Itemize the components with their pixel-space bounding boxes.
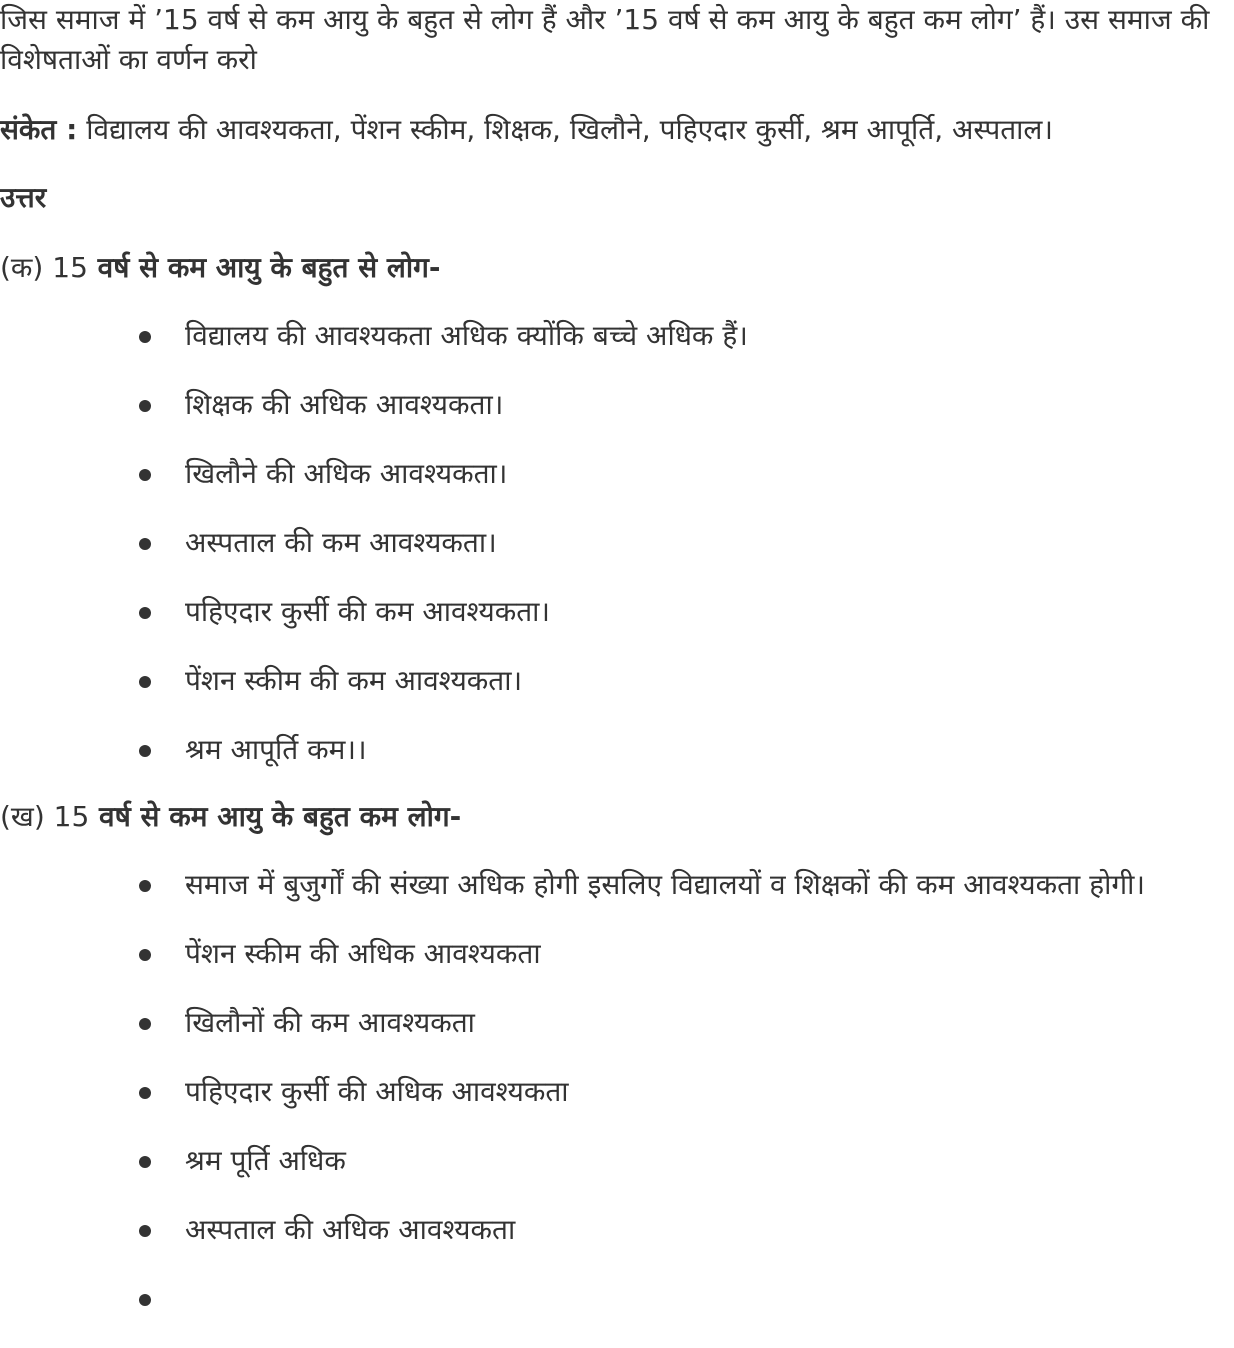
- hint-text: विद्यालय की आवश्यकता, पेंशन स्कीम, शिक्षक, खिलौने, पहिएदार कुर्सी, श्रम आपूर्ति, अस्पताल।: [77, 113, 1054, 146]
- list-item-text: खिलौनों की कम आवश्यकता: [185, 1006, 475, 1039]
- bullet-icon: [139, 745, 151, 757]
- list-item: [0, 1003, 1234, 1043]
- bullet-icon: [139, 949, 151, 961]
- bullet-icon: [139, 1087, 151, 1099]
- list-item-text: अस्पताल की कम आवश्यकता।: [185, 526, 497, 559]
- list-item-text: पहिएदार कुर्सी की अधिक आवश्यकता: [185, 1075, 569, 1108]
- list-item-text: अस्पताल की अधिक आवश्यकता: [185, 1213, 516, 1246]
- section-a-prefix: (क) 15: [0, 251, 88, 284]
- hint-label: संकेत :: [0, 113, 78, 146]
- list-item-text: पेंशन स्कीम की कम आवश्यकता।: [185, 664, 523, 697]
- bullet-icon: [139, 400, 151, 412]
- list-item: [0, 454, 1234, 494]
- list-item: [0, 730, 1234, 770]
- section-b-heading: [0, 797, 461, 837]
- section-b-title: वर्ष से कम आयु के बहुत कम लोग-: [89, 800, 462, 833]
- section-a-title: वर्ष से कम आयु के बहुत से लोग-: [87, 251, 441, 284]
- list-item: [0, 1072, 1234, 1112]
- bullet-icon: [139, 1018, 151, 1030]
- answer-heading: उत्तर: [0, 181, 47, 214]
- list-item: [0, 1279, 1234, 1319]
- list-item-text: खिलौने की अधिक आवश्यकता।: [185, 457, 508, 490]
- section-a-list: [0, 316, 1234, 799]
- list-item: [0, 661, 1234, 701]
- bullet-icon: [139, 676, 151, 688]
- list-item-text: श्रम आपूर्ति कम।।: [185, 733, 367, 766]
- bullet-icon: [139, 538, 151, 550]
- bullet-icon: [139, 607, 151, 619]
- bullet-icon: [139, 1294, 151, 1306]
- section-b-list: [0, 865, 1234, 1348]
- list-item-text: पहिएदार कुर्सी की कम आवश्यकता।: [185, 595, 551, 628]
- list-item: [0, 865, 1234, 905]
- list-item-text: विद्यालय की आवश्यकता अधिक क्योंकि बच्चे अधिक हैं।: [185, 319, 748, 352]
- list-item: [0, 1210, 1234, 1250]
- bullet-icon: [139, 469, 151, 481]
- list-item: [0, 592, 1234, 632]
- list-item-text: पेंशन स्कीम की अधिक आवश्यकता: [185, 937, 541, 970]
- list-item-text: शिक्षक की अधिक आवश्यकता।: [185, 388, 504, 421]
- bullet-icon: [139, 1225, 151, 1237]
- section-b-prefix: (ख) 15: [0, 800, 90, 833]
- list-item: [0, 523, 1234, 563]
- list-item: [0, 1141, 1234, 1181]
- list-item-text: समाज में बुजुर्गों की संख्या अधिक होगी इसलिए विद्यालयों व शिक्षकों की कम आवश्यकता होगी।: [185, 868, 1145, 901]
- list-item: [0, 316, 1234, 356]
- hint-paragraph: [0, 110, 1053, 150]
- bullet-icon: [139, 1156, 151, 1168]
- list-item: [0, 934, 1234, 974]
- bullet-icon: [139, 331, 151, 343]
- list-item-text: श्रम पूर्ति अधिक: [185, 1144, 346, 1177]
- question-text: जिस समाज में ’15 वर्ष से कम आयु के बहुत से लोग हैं और ’15 वर्ष से कम आयु के बहुत कम लोग’ हैं। उस समाज की विशेषताओं का वर्णन करो: [0, 3, 1210, 76]
- section-a-heading: [0, 248, 441, 288]
- list-item: [0, 385, 1234, 425]
- bullet-icon: [139, 880, 151, 892]
